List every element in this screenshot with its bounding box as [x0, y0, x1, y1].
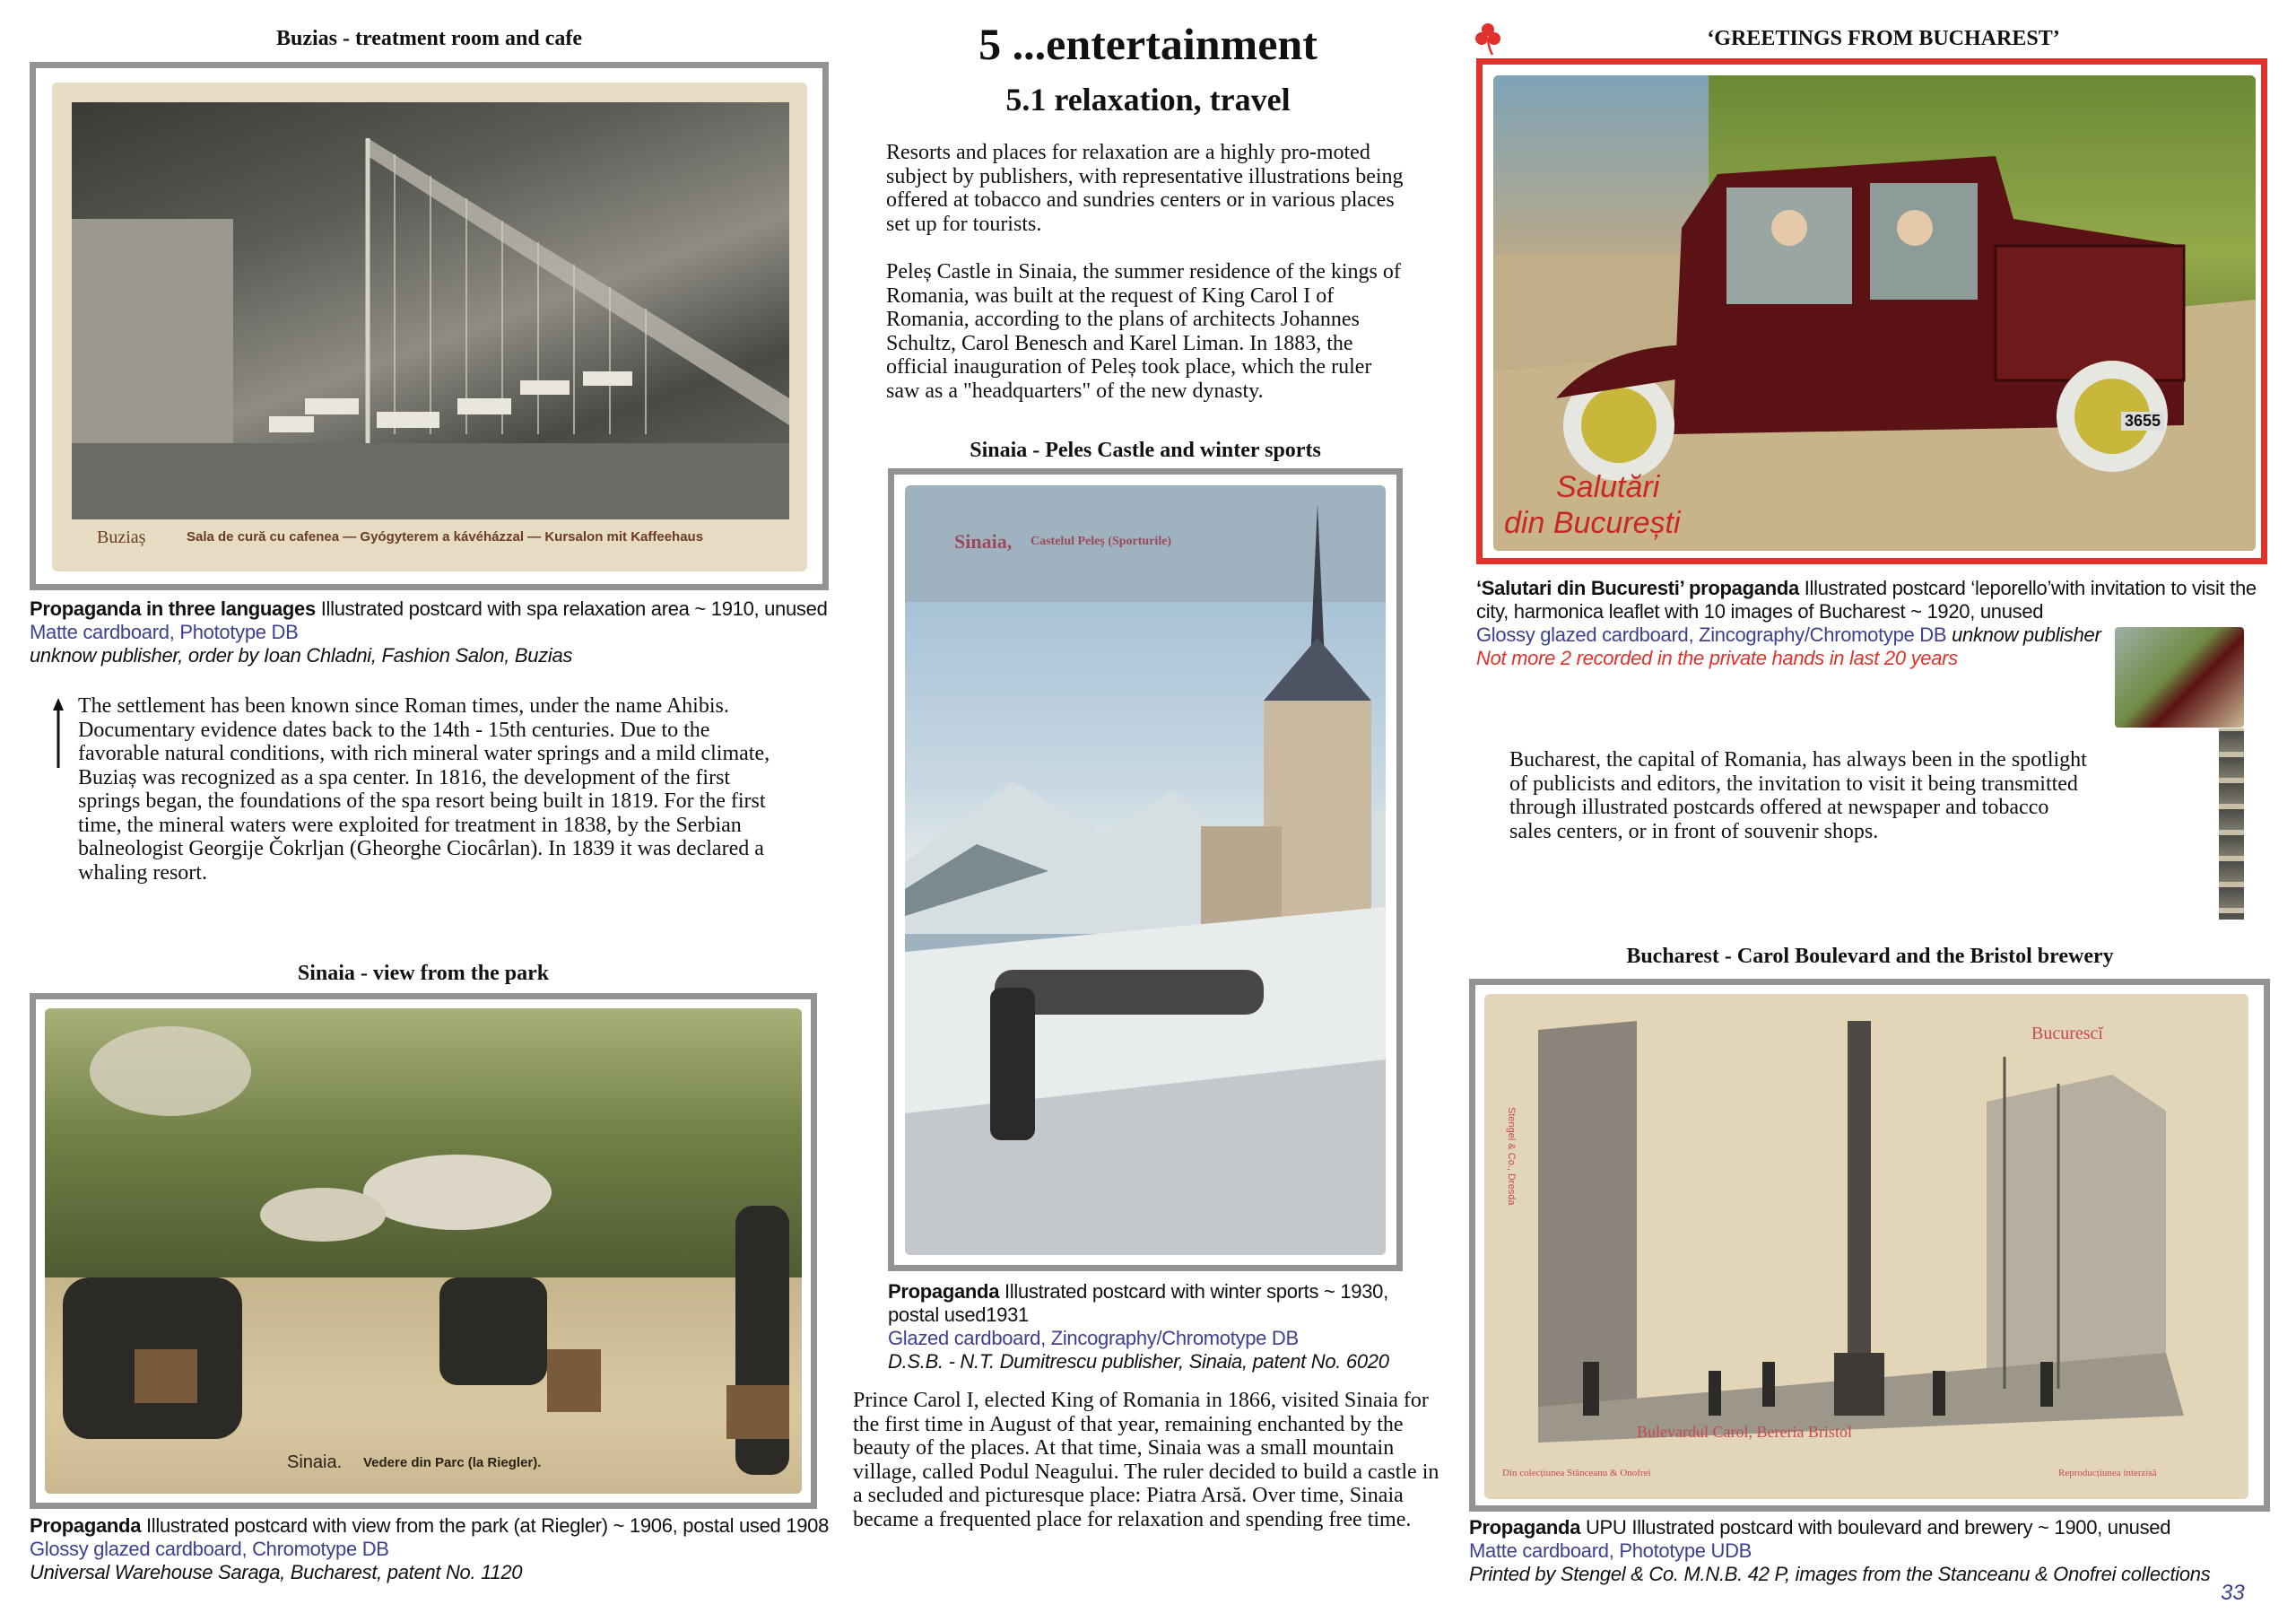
peles-paragraph: Prince Carol I, elected King of Romania in 1866, visited Sinaia for the first time in August of that year, remaining enchanted by the beauty of the places. At that time, Sinaia was a small mountain village, called Podul Neagului. The ruler decided to build a castle in a secluded and picturesque place: Piatra Arsă. Over time, Sinaia became a frequented place for relaxation and spending free time. — [853, 1389, 1439, 1531]
peles-caption-line — [888, 1280, 1426, 1327]
sinaia-park-material: Glossy glazed cardboard, Chromotype DB — [30, 1538, 389, 1560]
buzias-card-place: Buziaș — [97, 527, 146, 547]
buzias-caption — [30, 597, 837, 667]
sinaia-park-card-place: Sinaia. — [287, 1452, 343, 1472]
peles-caption-text: Illustrated postcard with winter sports ~ 1930, postal used1931 — [888, 1280, 1388, 1326]
bucharest-caption — [1469, 1516, 2276, 1586]
leporello-strip — [2219, 728, 2244, 920]
buzias-material: Matte cardboard, Phototype DB — [30, 621, 299, 643]
greetings-card-plate: 3655 — [2121, 412, 2164, 431]
sinaia-park-card-inscription: Vedere din Parc (la Riegler). — [363, 1455, 542, 1470]
peles-heading: Sinaia - Peles Castle and winter sports — [970, 439, 1321, 462]
bucharest-postcard-frame — [1469, 979, 2270, 1512]
bucharest-material: Matte cardboard, Phototype UDB — [1469, 1539, 1752, 1562]
page-number: 33 — [2221, 1581, 2245, 1605]
bucharest-publisher: Printed by Stengel & Co. M.N.B. 42 P, images from the Stanceanu & Onofrei collections — [1469, 1563, 2211, 1585]
greetings-card-line1: Salutări — [1556, 470, 1660, 504]
greetings-card-line2: din București — [1504, 506, 1681, 540]
bucharest-heading: Bucharest - Carol Boulevard and the Bristol brewery — [1626, 945, 2114, 968]
bucharest-card-side: Stengel & Co., Dresda — [1506, 1107, 1517, 1206]
sinaia-park-caption — [30, 1514, 837, 1584]
up-arrow-icon — [52, 698, 65, 770]
bucharest-card-place: Bucurescĭ — [2031, 1024, 2103, 1043]
peles-card-inscription: Castelul Peleș (Sporturile) — [1031, 535, 1172, 548]
sinaia-park-caption-line — [30, 1514, 837, 1538]
greetings-publisher: unknow publisher — [1946, 623, 2101, 646]
buzias-publisher: unknow publisher, order by Ioan Chladni, Fashion Salon, Buzias — [30, 644, 573, 667]
greetings-postcard-image — [1493, 75, 2256, 551]
bucharest-card-right-note: Reproducțiunea interzisă — [2058, 1468, 2157, 1478]
bucharest-caption-text: UPU Illustrated postcard with boulevard and brewery ~ 1900, unused — [1580, 1516, 2171, 1539]
clover-icon — [1474, 22, 1501, 56]
peles-illustration — [905, 485, 1386, 1255]
sinaia-park-illustration — [45, 1008, 802, 1494]
bucharest-illustration — [1484, 994, 2248, 1499]
peles-publisher: D.S.B. - N.T. Dumitrescu publisher, Sinaia, patent No. 6020 — [888, 1350, 1389, 1373]
greetings-heading: ‘GREETINGS FROM BUCHAREST’ — [1707, 27, 2060, 50]
peles-postcard-frame — [888, 468, 1403, 1271]
buzias-paragraph: The settlement has been known since Roman times, under the name Ahibis. Documentary evidence dates back to the 14th - 15th centuries. Due to the favorable natural conditions, with rich mineral water springs and a mild climate, Buziaș was recognized as a spa center. In 1816, the development of the first springs began, the foundations of the spa resort being built in 1819. For the first time, the mineral waters were exploited for treatment in 1838, by the Serbian balneologist Georgije Čokrljan (Gheorghe Ciocârlan). In 1839 it was declared a whaling resort. — [78, 694, 770, 885]
peles-caption — [888, 1280, 1426, 1373]
greetings-caption-bold: ‘Salutari din Bucuresti’ propaganda — [1476, 577, 1799, 599]
greetings-caption-text: Illustrated postcard ‘leporello’with invitation to visit the city, harmonica leaflet with 10 images of Bucharest ~ 1920, unused — [1476, 577, 2257, 623]
buzias-postcard-frame — [30, 62, 829, 590]
intro-paragraph-2: Peleș Castle in Sinaia, the summer residence of the kings of Romania, was built at the request of King Carol I of Romania, according to the plans of architects Johannes Schultz, Carol Benesch and Karel Liman. In 1883, the official inauguration of Peleș took place, which the ruler saw as a "headquarters" of the new dynasty. — [886, 260, 1401, 403]
sinaia-park-caption-bold: Propaganda — [30, 1514, 142, 1537]
sinaia-park-publisher: Universal Warehouse Saraga, Bucharest, patent No. 1120 — [30, 1561, 523, 1583]
sinaia-park-heading: Sinaia - view from the park — [297, 962, 550, 985]
greetings-paragraph: Bucharest, the capital of Romania, has always been in the spotlight of publicists and editors, the invitation to visit it being transmitted through illustrated postcards offered at newspaper and tobacco sales centers, or in front of souvenir shops. — [1509, 748, 2087, 843]
leporello-thumbnail — [2115, 627, 2244, 728]
chapter-subtitle: 5.1 relaxation, travel — [1005, 82, 1291, 118]
bucharest-card-inscription: Bulevardul Carol, Bereria Bristol — [1637, 1423, 1852, 1441]
intro-paragraph-1: Resorts and places for relaxation are a highly pro-moted subject by publishers, with representative illustrations being offered at tobacco and sundries centers or in various places set up for tourists. — [886, 141, 1404, 236]
buzias-postcard-image — [52, 83, 807, 571]
greetings-postcard-frame — [1476, 58, 2267, 564]
greetings-caption-line — [1476, 577, 2274, 623]
greetings-rarity: Not more 2 recorded in the private hands in last 20 years — [1476, 647, 1958, 669]
bucharest-caption-bold: Propaganda — [1469, 1516, 1581, 1539]
sinaia-park-postcard-frame — [30, 993, 817, 1509]
peles-card-place: Sinaia, — [954, 530, 1013, 553]
buzias-caption-bold: Propaganda in three languages — [30, 597, 316, 620]
sinaia-park-postcard-image — [45, 1008, 802, 1494]
buzias-illustration — [72, 102, 789, 519]
buzias-card-inscription: Sala de cură cu cafenea — Gyógyterem a kávéházzal — Kursalon mit Kaffeehaus — [187, 529, 704, 545]
greetings-material: Glossy glazed cardboard, Zincography/Chromotype DB — [1476, 623, 1947, 646]
peles-postcard-image — [905, 485, 1386, 1255]
buzias-heading: Buzias - treatment room and cafe — [275, 27, 583, 50]
buzias-caption-text: Illustrated postcard with spa relaxation area ~ 1910, unused — [315, 597, 828, 620]
bucharest-card-left-note: Din colecțiunea Stănceanu & Onofrei — [1502, 1468, 1651, 1478]
peles-caption-bold: Propaganda — [888, 1280, 1000, 1303]
chapter-title: 5 ...entertainment — [978, 19, 1318, 69]
bucharest-postcard-image — [1484, 994, 2248, 1499]
buzias-caption-line — [30, 597, 837, 621]
bucharest-caption-line — [1469, 1516, 2276, 1539]
sinaia-park-caption-text: Illustrated postcard with view from the park (at Riegler) ~ 1906, postal used 1908 — [141, 1514, 830, 1537]
peles-material: Glazed cardboard, Zincography/Chromotype DB — [888, 1327, 1299, 1349]
